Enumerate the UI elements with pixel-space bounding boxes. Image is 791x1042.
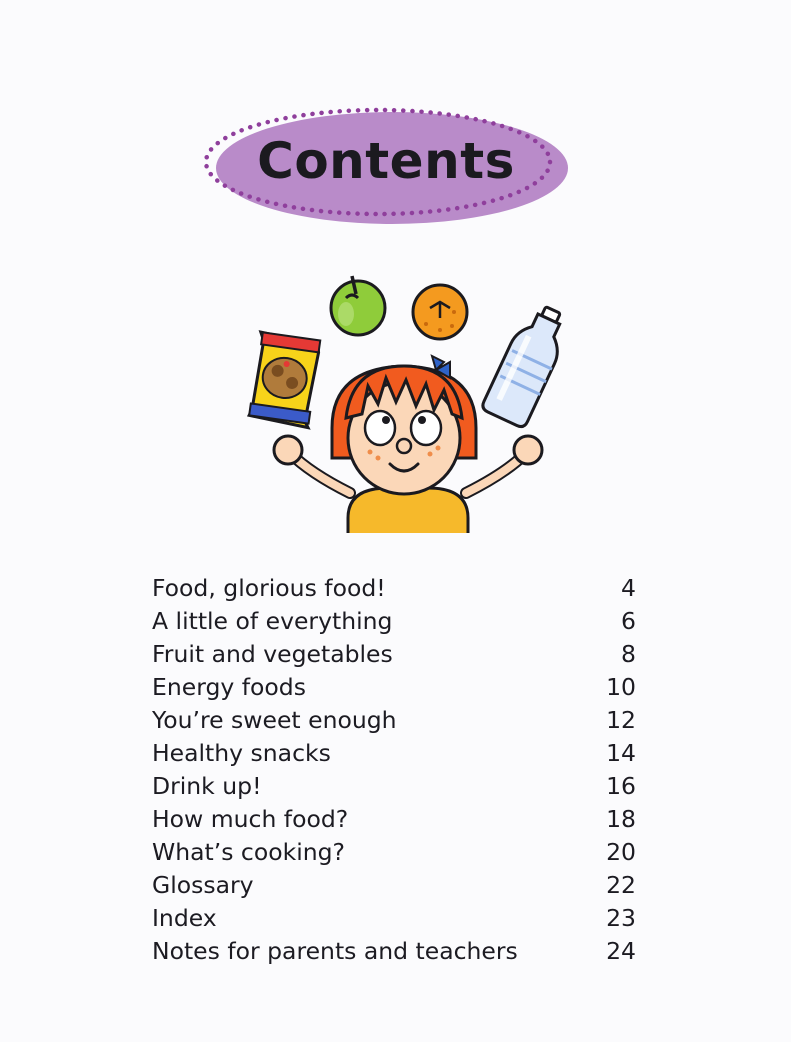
entry-page: 22 xyxy=(606,871,636,899)
page-title: Contents xyxy=(257,132,515,190)
entry-title: Glossary xyxy=(152,871,254,899)
entry-title: Drink up! xyxy=(152,772,262,800)
list-item[interactable] xyxy=(152,605,636,638)
apple-icon xyxy=(331,276,385,335)
entry-title: Energy foods xyxy=(152,673,306,701)
list-item[interactable] xyxy=(152,638,636,671)
entry-title: A little of everything xyxy=(152,607,393,635)
entry-page: 24 xyxy=(606,937,636,965)
entry-page: 10 xyxy=(606,673,636,701)
entry-page: 12 xyxy=(606,706,636,734)
list-item[interactable] xyxy=(152,770,636,803)
contents-list xyxy=(152,572,636,968)
illustration xyxy=(240,268,570,533)
entry-title: Index xyxy=(152,904,217,932)
entry-title: Healthy snacks xyxy=(152,739,331,767)
list-item[interactable] xyxy=(152,671,636,704)
entry-page: 23 xyxy=(606,904,636,932)
entry-page: 8 xyxy=(621,640,636,668)
list-item[interactable] xyxy=(152,902,636,935)
entry-title: What’s cooking? xyxy=(152,838,346,866)
orange-icon xyxy=(413,285,467,339)
list-item[interactable] xyxy=(152,737,636,770)
list-item[interactable] xyxy=(152,704,636,737)
water-bottle-icon xyxy=(481,300,570,429)
entry-title: How much food? xyxy=(152,805,349,833)
list-item[interactable] xyxy=(152,572,636,605)
list-item[interactable] xyxy=(152,869,636,902)
entry-page: 16 xyxy=(606,772,636,800)
entry-page: 4 xyxy=(621,574,636,602)
entry-title: Food, glorious food! xyxy=(152,574,386,602)
list-item[interactable] xyxy=(152,935,636,968)
entry-title: Notes for parents and teachers xyxy=(152,937,518,965)
list-item[interactable] xyxy=(152,836,636,869)
list-item[interactable] xyxy=(152,803,636,836)
entry-page: 6 xyxy=(621,607,636,635)
entry-title: You’re sweet enough xyxy=(152,706,397,734)
entry-title: Fruit and vegetables xyxy=(152,640,393,668)
title-banner xyxy=(198,104,574,228)
entry-page: 20 xyxy=(606,838,636,866)
entry-page: 18 xyxy=(606,805,636,833)
crisps-packet-icon xyxy=(249,332,321,427)
entry-page: 14 xyxy=(606,739,636,767)
